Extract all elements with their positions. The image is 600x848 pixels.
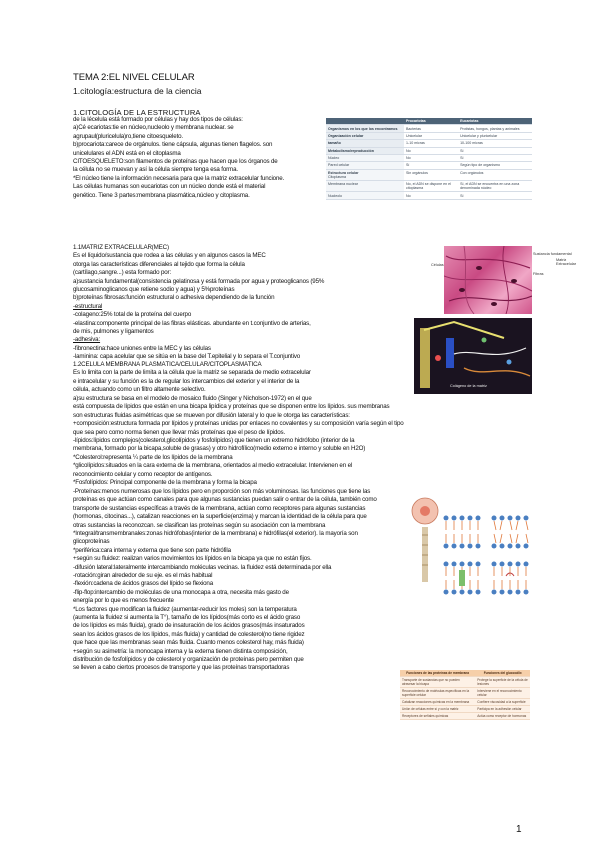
table-header-cell: Procariotas: [404, 118, 458, 125]
table-row: [326, 162, 532, 169]
table-cell: tamaño: [326, 140, 404, 147]
cell-membrane-diagram: [410, 495, 440, 585]
table-cell: Interviene en el reconocimiento celular: [475, 688, 530, 699]
cell-diagram-drawing: [410, 495, 440, 585]
text-line: -fibronectina:hace uniones entre la MEC y las células: [73, 344, 211, 352]
text-line: glicoproteínas: [73, 538, 110, 546]
text-line: (hormonas, citocinas...), catalizan reacciones en la superficie(enzima) y marcan la identidad de la célula para que: [73, 513, 367, 521]
table-cell: Organismos en los que los encontramos: [326, 125, 404, 132]
text-line: de la lécelula está formado por células y hay dos tipos de células:: [73, 116, 243, 123]
membrane-functions-table: [400, 670, 530, 720]
text-line: la célula no se muevan y así la célula siempre tenga esa forma.: [73, 166, 238, 174]
text-line: -laminina: capa acelular que se sitúa en la base del T.epitelial y lo separa el T.conjuntivo: [73, 353, 301, 361]
table-cell: Unión de células entre sí y con la matriz: [400, 706, 475, 713]
label-sustancia-fundamental: Sustancia fundamental: [533, 252, 572, 256]
text-line: *glicolípidos:situados en la cara externa de la membrana, orientados al medio extracelular. Intervienen en el: [73, 462, 353, 470]
table-cell: Participa en la adhesión celular: [475, 706, 530, 713]
collagen-illustration-image: [414, 318, 532, 394]
text-line: -Proteínas:menos numerosas que los lípidos pero en proporción son más voluminosas. las funciones que tiene las: [73, 488, 371, 495]
text-line: que sea pero como norma tienen que llevar más proteínas que el peso de lípidos.: [73, 428, 286, 436]
text-line: *Integral/transmembranales:zonas hidrófobas(interior de la membrana) e hidrófilas(el exterior). la mayoría son: [73, 530, 358, 538]
label-collagen: Colágeno de la matriz: [450, 384, 487, 388]
table-row: [326, 192, 532, 199]
table-cell: Metabolismo/reproducción: [326, 147, 404, 154]
bilayer-diagram-1: [442, 512, 486, 552]
table-cell: Catalizan reacciones químicas en la membrana: [400, 699, 475, 706]
text-line: (cartílago,sangre...) esta formado por:: [73, 269, 172, 277]
text-line: Es el líquido/sustancia que rodea a las células y en algunos casos la MEC: [73, 252, 266, 260]
section-heading: 1.CITOLOGÍA DE LA ESTRUCTURA: [73, 108, 201, 117]
text-line: -elastina:componente principal de las fibras elásticas. abundante en t.conjuntivo de arterias,: [73, 319, 311, 327]
text-line: *El núcleo tiene la información necesaria para que la matriz extracelular funcione.: [73, 174, 285, 182]
text-line: proteínas es que actúan como canales para que algunas sustancias puedan salir o entrar de la célula, también como: [73, 496, 377, 504]
table-header-row: [326, 118, 532, 125]
table-row: [326, 140, 532, 147]
table-row: [400, 699, 530, 706]
table-cell: Membrana nuclear: [326, 181, 404, 192]
text-line: e intracelular y su función es la de regular los intercambios del exterior y el interior de la: [73, 377, 300, 385]
text-line: -rotación:giran alrededor de su eje. es el más habitual: [73, 572, 213, 579]
text-line: b)procariota:carece de orgánulos. tiene cápsula, algunas tienen flagelos. son: [73, 141, 273, 149]
table-cell: Nucleolo: [326, 192, 404, 199]
bilayer-drawing: [490, 558, 534, 598]
text-line: glucosaminoglicanos que retiene sodio y agua) y 5%proteínas: [73, 286, 235, 294]
table-cell: No: [404, 147, 458, 154]
text-line: está compuesta de lípidos que están en una bicapa lipídica y proteínas que se disponen entre los lípidos. sus membranas: [73, 403, 390, 411]
table-cell: Confiere viscosidad a la superficie: [475, 699, 530, 706]
text-line: -estructural: [73, 302, 103, 310]
page-subtitle: 1.citología:estructura de la ciencia: [73, 86, 202, 96]
text-line: se lleven a cabo ciertos procesos de transporte y que las proteínas transportadoras: [73, 664, 290, 672]
text-line: a)sustancia fundamental(consistencia gelatinosa y está formada por agua y proteoglicanos (95%: [73, 277, 325, 285]
table-header-cell: Funciones de las proteínas de membrana: [400, 670, 475, 677]
table-cell: 10-100 micras: [458, 140, 532, 147]
table-cell-text: Citoplasma: [328, 174, 346, 179]
matrix-fibers-drawing: [444, 246, 532, 314]
table-row: [326, 125, 532, 132]
text-line: de mis, pulmones y ligamentos: [73, 328, 154, 336]
table-cell: Bacterias: [404, 125, 458, 132]
text-line: b)proteínas fibrosas:función estructural o adhesiva dependiendo de la función: [73, 294, 275, 302]
text-line: distribución de fosfolípidos y de colesterol y organización de proteínas pero permiten que: [73, 656, 304, 664]
table-cell: Pared celular: [326, 162, 404, 169]
text-line: CITOESQUELETO:son filamentos de proteínas que hacen que los órganos de: [73, 158, 278, 166]
bilayer-diagram-3: [442, 558, 486, 598]
table-cell: Reconocimiento de moléculas específicas en la superficie celular: [400, 688, 475, 699]
text-line: a)Cé ecariotas:tie en núcleo,nucleolo y membrana nuclear. se: [73, 124, 234, 132]
text-block-matriz: [73, 244, 405, 362]
text-block-membrana: [73, 361, 405, 395]
table-row: [400, 706, 530, 713]
text-line: -flexión:cadena de ácidos grasos del lípido se flexiona: [73, 580, 213, 588]
table-cell: Protege la superficie de la célula de lesiones: [475, 677, 530, 688]
table-cell: Organización celular: [326, 132, 404, 139]
text-line: energía por lo que es menos frecuente: [73, 597, 174, 605]
table-cell: No, el ADN se dispone en el citoplasma: [404, 181, 458, 192]
text-line: a)su estructura se basa en el modelo de mosaico fluido (Singer y Nicholson-1972) en el que: [73, 395, 312, 402]
text-line: otorga las características diferenciales al tejido que forma la célula: [73, 260, 245, 268]
table-cell: Núcleo: [326, 154, 404, 161]
table-row: [400, 713, 530, 720]
table-cell: Transporte de sustancias que no pueden atravesar la bicapa: [400, 677, 475, 688]
text-line: Es lo limita con la parte de limita a la célula que la matriz se separada de medio extracelular: [73, 369, 311, 377]
text-line: son estructuras fluidas asimétricas que se mueven por difusión lateral y lo que le otorga las características:: [73, 411, 350, 419]
text-line: que hace que las membranas sean más fluida. Cuanto menos colesterol hay, más fluida): [73, 639, 304, 647]
text-line: +según su fluidez: realizan varios movimientos los lípidos en la bicapa ya que no están fijos.: [73, 555, 312, 563]
collagen-drawing: [414, 318, 532, 394]
subheading-matriz: 1.1MATRIZ EXTRACELULAR(MEC): [73, 244, 169, 251]
text-line: +composición:estructura formada por lípidos y proteínas unidas por enlaces no covalentes y su composición varía según el tipo: [73, 420, 404, 428]
table-row: [326, 154, 532, 161]
table-cell: Sí: [458, 154, 532, 161]
table-header-cell: Eucariotas: [458, 118, 532, 125]
table-row: [326, 147, 532, 154]
text-line: Las células humanas son eucariotas con un núcleo donde está el material: [73, 183, 266, 191]
table-cell: Unicelular: [404, 132, 458, 139]
table-row: [400, 677, 530, 688]
table-cell: Sí: [404, 162, 458, 169]
table-cell: Unicelular y pluricelular: [458, 132, 532, 139]
text-block-cell-types: [73, 116, 321, 200]
table-group-label: Estructura celular: [328, 170, 359, 175]
text-line: genético. Tiene 3 partes:membrana plasmática,núcleo y citoplasma.: [73, 191, 250, 199]
text-line: (aumenta la fluidez si aumenta la T°), tamaño de los lípidos(más corto es el ácido graso: [73, 614, 301, 622]
text-line: *Colesterol:representa ¼ parte de los lípidos de la membrana: [73, 453, 233, 461]
table-cell: Sí: [458, 147, 532, 154]
text-line: *Fosfolípidos: Principal componente de la membrana y forma la bicapa: [73, 479, 257, 487]
table-row: [400, 688, 530, 699]
label-fibras: Fibras: [533, 272, 544, 276]
text-line: de los lípidos es más fluida), grado de insaturación de los ácidos grasos(más insaturados: [73, 622, 305, 630]
text-block-fluidez: [73, 572, 399, 673]
table-row: [326, 132, 532, 139]
bilayer-diagram-2: [490, 512, 534, 552]
table-cell: Receptores de señales químicas: [400, 713, 475, 720]
table-cell: No: [404, 154, 458, 161]
table-cell: Según tipo de organismo: [458, 162, 532, 169]
text-line: agrupaul(pluricelula)ro,tiene citoesqueleto.: [73, 132, 184, 140]
page-number: 1: [516, 824, 522, 835]
cell-comparison-table: [326, 118, 532, 200]
bilayer-diagram-4: [490, 558, 534, 598]
text-line: *periférica:cara interna y externa que tiene son parte hidrófila: [73, 546, 231, 554]
label-matriz-extracelular: Matriz Extracelular: [556, 258, 577, 266]
bilayer-drawing: [442, 558, 486, 598]
text-line: transporte de sustancias específicas a través de la membrana, actúan como receptores para algunas sustancias: [73, 504, 366, 512]
bilayer-drawing: [490, 512, 534, 552]
text-line: -adhesiva:: [73, 336, 101, 344]
text-line: unicelulares el ADN está en el citoplasma: [73, 149, 181, 157]
matrix-histology-image: [444, 246, 532, 314]
label-celulas: Células: [431, 263, 444, 267]
table-header-cell: Funciones del glucocálix: [475, 670, 530, 677]
table-header-cell: [326, 118, 404, 125]
text-line: *Los factores que modifican la fluidez (aumentar-reducir los moles) son la temperatura: [73, 605, 297, 613]
table-cell: 1-10 micras: [404, 140, 458, 147]
text-line: -flip-flop:intercambio de moléculas de una monocapa a otra, necesita más gasto de: [73, 588, 289, 596]
table-cell: Sin orgánulos: [404, 169, 458, 180]
page-title: TEMA 2:EL NIVEL CELULAR: [73, 72, 195, 83]
text-line: +según su asimetría: la monocapa interna y la externa tienen distinta composición,: [73, 647, 288, 655]
text-line: sean los ácidos grasos de los lípidos, más fluida) y cantidad de colesterol(no tiene rigidez: [73, 630, 305, 638]
table-cell: No: [404, 192, 458, 199]
text-line: -difusión lateral:lateralmente intercambiando moléculas vecinas. la fluidez está determinada por ella: [73, 563, 332, 571]
text-line: reconocimiento celular y como receptor de antígenos.: [73, 470, 213, 478]
text-line: -lípidos:lípidos complejos(colesterol,glicolípidos y fosfolípidos) que tienen un extremo hidrófobo (interior de la: [73, 437, 355, 445]
table-cell: Sí: [458, 192, 532, 199]
text-line: membrana, formado por la bicapa,soluble de grasas) y otro hidrofílico(medio externo e interno y soluble en H2O): [73, 445, 366, 453]
text-line: otras sustancias la reconozcan. se clasifican las proteínas según su asociación con la membrana: [73, 521, 326, 529]
bilayer-drawing: [442, 512, 486, 552]
table-cell: [326, 169, 404, 180]
table-cell: Actúa como receptor de hormonas: [475, 713, 530, 720]
table-row: [326, 169, 532, 180]
text-line: célula, actuando como un filtro altamente selectivo.: [73, 386, 206, 394]
table-cell: Protistas, hongos, plantas y animales: [458, 125, 532, 132]
subheading-membrana: 1.2CELULA MEMBRANA PLASMÁTICA/CELULAR/CITOPLASMÁTICA: [73, 361, 262, 368]
table-row: [326, 181, 532, 192]
table-cell: Con orgánulos: [458, 169, 532, 180]
text-line: -colageno:25% total de la proteína del cuerpo: [73, 311, 192, 319]
text-block-estructura: [73, 395, 528, 487]
table-cell: Sí, el ADN se encuentra en una zona denominada núcleo: [458, 181, 532, 192]
